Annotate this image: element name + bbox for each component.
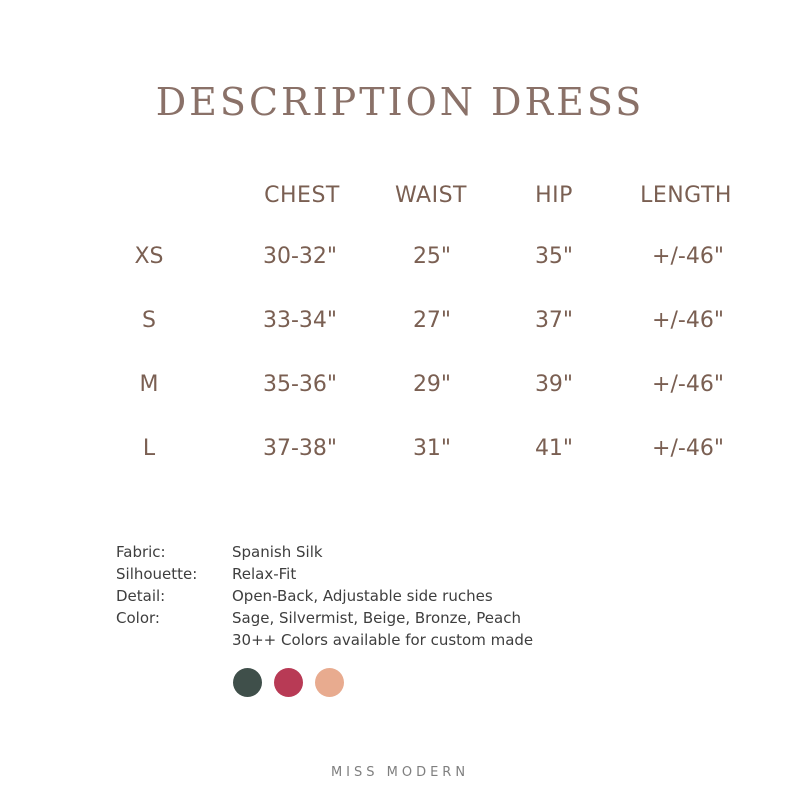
- chest-value: 37-38": [262, 436, 338, 461]
- waist-value: 29": [412, 372, 452, 397]
- length-value: +/-46": [652, 308, 724, 333]
- detail-value: Spanish Silk: [232, 543, 323, 561]
- detail-value: Relax-Fit: [232, 565, 297, 583]
- waist-value: 25": [412, 244, 452, 269]
- column-header-waist: WAIST: [395, 183, 467, 208]
- color-swatches: [233, 668, 344, 697]
- column-header-chest: CHEST: [264, 183, 340, 208]
- chest-value: 33-34": [262, 308, 338, 333]
- detail-label: [116, 629, 232, 651]
- detail-label: Fabric:: [116, 543, 166, 561]
- detail-label: Color:: [116, 609, 160, 627]
- detail-row-fabric: [116, 541, 533, 563]
- color-swatch-sage: [233, 668, 262, 697]
- length-value: +/-46": [652, 244, 724, 269]
- detail-value: 30++ Colors available for custom made: [232, 631, 534, 649]
- length-value: +/-46": [652, 436, 724, 461]
- size-label: XS: [134, 244, 164, 269]
- brand-footer: MISS MODERN: [330, 765, 470, 780]
- hip-value: 37": [534, 308, 574, 333]
- detail-row-color: [116, 607, 533, 629]
- column-header-hip: HIP: [535, 183, 573, 208]
- length-value: +/-46": [652, 372, 724, 397]
- waist-value: 31": [412, 436, 452, 461]
- hip-value: 41": [534, 436, 574, 461]
- chest-value: 30-32": [262, 244, 338, 269]
- waist-value: 27": [412, 308, 452, 333]
- size-label: M: [139, 372, 159, 397]
- color-swatch-peach: [315, 668, 344, 697]
- page-title: DESCRIPTION DRESS: [155, 80, 645, 124]
- hip-value: 35": [534, 244, 574, 269]
- detail-row-custom: [116, 629, 533, 651]
- product-details: [116, 541, 533, 651]
- detail-value: Sage, Silvermist, Beige, Bronze, Peach: [232, 609, 521, 627]
- color-swatch-red: [274, 668, 303, 697]
- detail-label: Silhouette:: [116, 565, 198, 583]
- detail-row-detail: [116, 585, 533, 607]
- size-label: L: [142, 436, 156, 461]
- chest-value: 35-36": [262, 372, 338, 397]
- detail-row-silhouette: [116, 563, 533, 585]
- detail-label: Detail:: [116, 587, 166, 605]
- hip-value: 39": [534, 372, 574, 397]
- column-header-length: LENGTH: [640, 183, 732, 208]
- detail-value: Open-Back, Adjustable side ruches: [232, 587, 493, 605]
- size-label: S: [142, 308, 156, 333]
